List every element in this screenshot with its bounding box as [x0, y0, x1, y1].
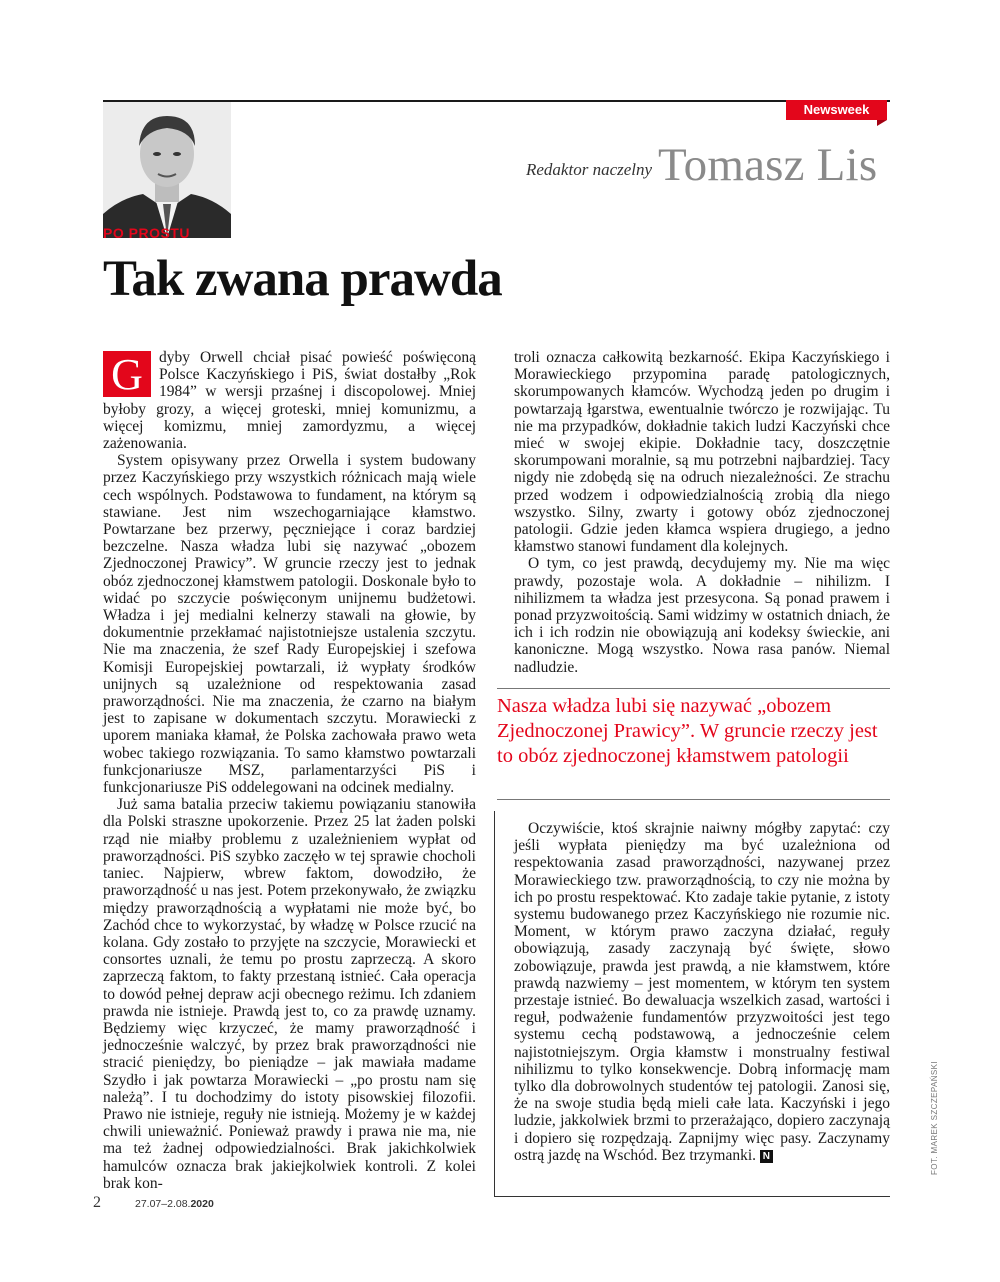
photo-credit: FOT. MAREK SZCZEPAŃSKI: [930, 1061, 939, 1175]
brand-tag-fold: [877, 120, 887, 126]
issue-date-range: 27.07–2.08.: [135, 1198, 191, 1210]
page-number: 2: [93, 1194, 101, 1211]
article-paragraph: Już sama batalia przeciw takiemu powiązaniu stanowiła dla Polski straszne upokorzenie. Przez 25 lat żaden polski rząd nie miałby problemu z uzależnieniem wypłat od praworządności. PiS szybko zaczęło w tej sprawie chocholi taniec. Najpierw, wbrew faktom, dowodziło, że praworządność u nas jest. Potem przekonywało, że związku między praworządnością a wypłatami nie może być, bo Zachód chce to wykorzystać, by władzę w Polsce rzucić na kolana. Gdy zostało to przyjęte na szczycie, Morawiecki et consortes uznali, że temu po prostu zaprzeczą. A skoro zaprzeczą faktom, to fakty przestaną istnieć. Cała operacja to dowód pełnej depraw acji obecnego reżimu. Ich zdaniem prawda nie istnieje. Prawdą jest to, co za prawdę uznamy. Będziemy więc krzyczeć, że mamy praworządność i jednocześnie walczyć, by przez brak praworządności nie stracić pieniędzy, bo pieniądze – jak mawiała madame Szydło i jak powtarza Morawiecki – „po prostu nam się należą”. I tu dochodzimy do istoty pisowskiej filozofii. Prawo nie istnieje, reguły nie istnieją. Możemy je w każdej chwili unieważnić. Ponieważ prawdy i prawa nie ma, nie ma też żadnej odpowiedzialności. Brak jakichkolwiek hamulców oznacza brak jakiejkolwiek kontroli. Z kolei brak kon-: [103, 796, 476, 1192]
issue-year: 2020: [190, 1198, 214, 1210]
section-label: PO PROSTU: [103, 225, 190, 241]
pull-quote-rule-bottom: [497, 799, 890, 800]
dropcap: G: [103, 351, 151, 397]
pull-quote: Nasza władza lubi się nazywać „obozem Zjednoczonej Prawicy”. W gruncie rzeczy jest to obóz zjednoczonej kłamstwem patologii: [497, 695, 878, 767]
editor-role: Redaktor naczelny: [526, 160, 653, 179]
newsweek-brand-tag: Newsweek: [786, 100, 887, 120]
article-column-right-top: [514, 349, 890, 676]
editor-name: Tomasz Lis: [658, 139, 878, 191]
article-paragraph: System opisywany przez Orwella i system budowany przez Kaczyńskiego przy wszystkich różnicach mają wiele cech wspólnych. Podstawowa to fundament, na którym są stawiane. Jest nim wszechogarniające kłamstwo. Powtarzane bez przerwy, pęczniejące i coraz bardziej bezczelne. Nasza władza lubi się nazywać „obozem Zjednoczonej Prawicy”. W gruncie rzeczy jest to jednak obóz zjednoczonej kłamstwem patologii. Doskonale było to widać po szczycie poświęconym unijnemu budżetowi. Władza i jej medialni kelnerzy stawali na głowie, by dokumentnie przekłamać najistotniejsze ustalenia szczytu. Nie ma znaczenia, że szef Rady Europejskiej i szefowa Komisji Europejskiej powtarzali, iż wypłaty środków unijnych są uzależnione od respektowania zasad praworządności. Nie ma znaczenia, że czarno na białym jest to zapisane w dokumentach szczytu. Morawiecki z uporem maniaka kłamał, że Polska zachowała prawo weta wobec takiego rozwiązania. To samo kłamstwo powtarzali funkcjonariusze MSZ, parlamentarzyści PiS i funkcjonariusze PiS oddelegowani na odcinek medialny.: [103, 452, 476, 797]
article-paragraph: troli oznacza całkowitą bezkarność. Ekipa Kaczyńskiego i Morawieckiego przypomina paradę patologicznych, skorumpowanych kłamców. Wychodzą jeden po drugim i powtarzają łgarstwa, ewentualnie twórczo je rozwijając. Tu nie ma przypadków, dokładnie takich ludzi Kaczyński chce mieć w swojej ekipie. Dokładnie tacy, doszczętnie skorumpowani moralnie, są mu potrzebni najbardziej. Tacy nigdy nie zdobędą się na odruch niezależności. Ze strachu przed wodzem i odpowiedzialnością zrobią dla niego wszystko. Silny, zwarty i gotowy obóz zjednoczonej patologii. Gdzie jeden kłamca wspiera drugiego, a jedno kłamstwo stanowi fundament dla kolejnych.: [514, 349, 890, 556]
portrait-illustration: [103, 102, 231, 238]
article-column-right-bottom: [514, 820, 890, 1180]
article-paragraph: [514, 820, 890, 1164]
article-paragraph: O tym, co jest prawdą, decydujemy my. Nie ma więc prawdy, pozostaje wola. A dokładnie – nihilizm. I nihilizmem ta władza jest przesycona. Są ponad prawem i ponad przyzwoitością. Sami widzimy w ostatnich dniach, że ich i ich rodzin nie obowiązują ani kodeksy świeckie, ani kanoniczne. Mogą wszystko. Nowa rasa panów. Niemal nadludzie.: [514, 555, 890, 676]
bottom-rule: [494, 1196, 890, 1197]
issue-date: [135, 1198, 214, 1210]
newsweek-end-mark-icon: N: [760, 1150, 773, 1163]
pull-quote-rule-top: [497, 688, 890, 689]
paragraph-text: dyby Orwell chciał pisać powieść poświęconą Polsce Kaczyńskiego i PiS, świat dostałby „Rok 1984” w wersji przaśnej i discopolowej. Mniej byłoby grozy, a więcej groteski, mniej komunizmu, a więcej komizmu, mniej zamordyzmu, a więcej zażenowania.: [103, 349, 476, 453]
headline: Tak zwana prawda: [103, 251, 502, 307]
column-divider: [494, 811, 495, 1197]
editor-portrait: [103, 102, 231, 238]
paragraph-text: Oczywiście, ktoś skrajnie naiwny mógłby zapytać: czy jeśli wypłata pieniędzy ma być uzależniona od respektowania zasad praworządności, nazywanej przez Morawieckiego tzw. praworządnością, to czy nie można by ich po prostu respektować. Kto zadaje takie pytanie, z istoty systemu budowanego przez Kaczyńskiego nie rozumie nic. Moment, w którym prawo zaczyna działać, reguły obowiązują, zasady zaczynają być święte, słowo zobowiązuje, prawda jest prawdą, a nie kłamstwem, które prawdą nazwiemy – jest momentem, w którym ten system przestaje istnieć. Bo dewaluacja wszelkich zasad, wartości i reguł, podważenie fundamentów przyzwoitości jest tego systemu cechą podstawową, a jednocześnie celem najistotniejszym. Orgia kłamstw i monstrualny festiwal nihilizmu to tylko konsekwencje. Dobrą informację mam tylko dla dobrowolnych studentów tej patologii. Zanosi się, że na swoje studia będą mieli całe lata. Kaczyński i jego ludzie, jakkolwiek brzmi to przerażająco, dopiero zaczynają i dopiero się rozpędzają. Zapnijmy więc pasy. Zaczynamy ostrą jazdę na Wschód. Bez trzymanki.: [514, 820, 890, 1164]
article-paragraph: [103, 349, 476, 452]
article-column-left: [103, 349, 476, 1192]
